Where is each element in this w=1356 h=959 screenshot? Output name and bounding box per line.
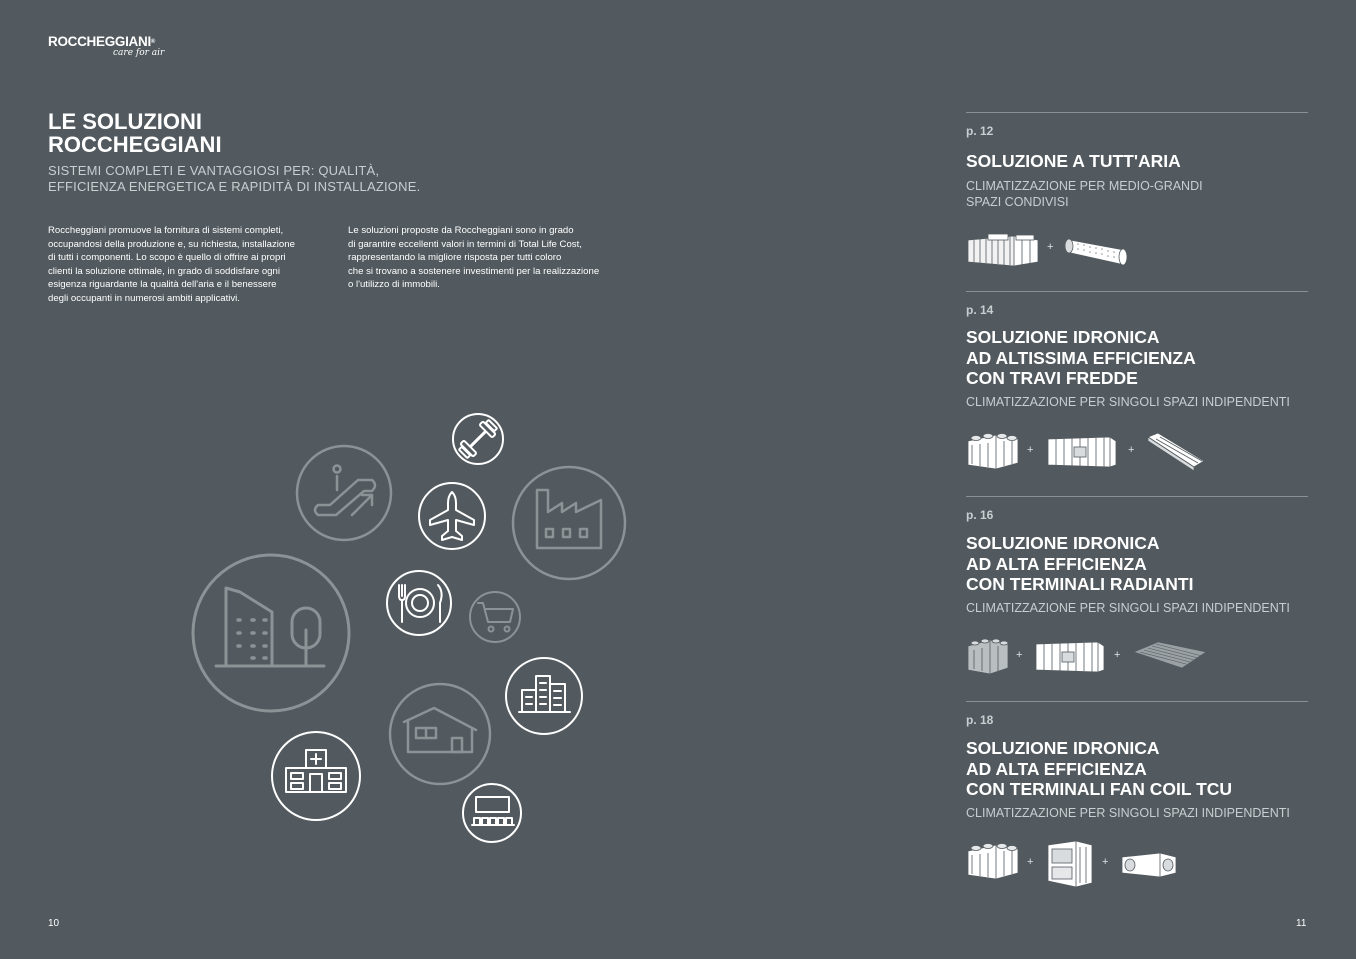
solution-subtitle-line: SPAZI CONDIVISI (966, 195, 1069, 209)
plus-sign: + (1027, 856, 1034, 868)
subtitle-line-1: SISTEMI COMPLETI E VANTAGGIOSI PER: QUALITÀ, (48, 163, 380, 178)
solution-p16 (966, 496, 1308, 700)
solution-page-ref[interactable]: p. 18 (966, 713, 994, 727)
title-line-1: LE SOLUZIONI (48, 109, 202, 134)
air-handling-unit-icon (1046, 433, 1118, 469)
solution-page-ref[interactable]: p. 12 (966, 124, 994, 138)
restaurant-icon (387, 571, 451, 635)
chiller-icon (966, 636, 1010, 676)
solution-subtitle (966, 394, 1290, 410)
air-handling-unit-icon (966, 232, 1040, 266)
city-buildings-icon (506, 658, 582, 734)
solution-products (966, 228, 1308, 278)
solution-title (966, 533, 1193, 595)
office-building-icon (193, 555, 349, 711)
section-divider (966, 496, 1308, 497)
title-line-2: ROCCHEGGIANI (48, 132, 222, 157)
house-icon (390, 684, 490, 784)
section-divider (966, 112, 1308, 113)
section-divider (966, 701, 1308, 702)
radiant-panel-icon (1132, 640, 1208, 670)
section-divider (966, 291, 1308, 292)
plus-sign: + (1102, 856, 1109, 868)
solution-products (966, 632, 1308, 682)
solution-title-line: AD ALTA EFFICIENZA (966, 553, 1147, 574)
brand-name: ROCCHEGGIANI (48, 34, 151, 49)
page-subtitle (48, 163, 508, 195)
intro-paragraph-2: Le soluzioni proposte da Roccheggiani sono in grado di garantire eccellenti valori in termini di Total Life Cost, rappresentando la migliore risposta per tutti coloro che si trovano a sostenere investimenti per la realizzazione o l'utilizzo di immobili. (348, 225, 600, 291)
solution-page-ref[interactable]: p. 16 (966, 508, 994, 522)
solution-title-line: CON TERMINALI FAN COIL TCU (966, 779, 1233, 799)
solution-subtitle (966, 600, 1290, 616)
solution-subtitle (966, 178, 1203, 210)
plus-sign: + (1027, 444, 1034, 456)
solution-subtitle-line: CLIMATIZZAZIONE PER SINGOLI SPAZI INDIPENDENTI (966, 395, 1290, 409)
airplane-icon (419, 483, 485, 549)
solution-title (966, 738, 1232, 800)
solution-title-line: SOLUZIONE IDRONICA (966, 533, 1160, 553)
air-handling-unit-icon (1034, 638, 1106, 674)
plus-sign: + (1114, 649, 1121, 661)
plus-sign: + (1016, 649, 1023, 661)
solution-title-line: AD ALTA EFFICIENZA (966, 758, 1147, 779)
factory-icon (513, 467, 625, 579)
plus-sign: + (1047, 241, 1054, 253)
textile-duct-icon (1064, 232, 1132, 268)
intro-paragraph-1: Roccheggiani promuove la fornitura di sistemi completi, occupandosi della produzione e, su richiesta, installazione di tutti i componenti. Lo scopo è quello di offrire ai propri clienti la soluzione ottimale, in grado di soddisfare ogni esigenza riguardante la qualità dell'aria e il benessere degli occupanti in numerosi ambiti applicativi. (48, 225, 295, 304)
solution-subtitle (966, 805, 1290, 821)
solution-products (966, 837, 1308, 887)
solution-title-line: SOLUZIONE IDRONICA (966, 738, 1160, 758)
chiller-icon (966, 841, 1020, 881)
solution-subtitle-line: CLIMATIZZAZIONE PER MEDIO-GRANDI (966, 179, 1203, 193)
cinema-icon (463, 784, 521, 842)
chilled-beam-icon (1146, 431, 1206, 471)
solution-title-line: SOLUZIONE IDRONICA (966, 327, 1160, 347)
fan-coil-icon (1120, 849, 1178, 877)
brand-logo (48, 34, 183, 64)
solution-title (966, 327, 1196, 389)
chiller-icon (966, 431, 1020, 471)
solution-title-line: SOLUZIONE A TUTT'ARIA (966, 151, 1181, 171)
plus-sign: + (1128, 444, 1135, 456)
registered-mark: ® (150, 39, 156, 45)
solution-p18 (966, 701, 1308, 901)
solution-title-line: CON TRAVI FREDDE (966, 368, 1138, 388)
page-number-right: 11 (1296, 918, 1307, 929)
gym-icon (453, 414, 503, 464)
solution-title-line: AD ALTISSIMA EFFICIENZA (966, 347, 1196, 368)
solution-products (966, 427, 1308, 477)
application-icons-cluster (180, 405, 640, 855)
subtitle-line-2: EFFICIENZA ENERGETICA E RAPIDITÀ DI INSTALLAZIONE. (48, 179, 421, 194)
shopping-cart-icon (470, 592, 520, 642)
solution-title (966, 151, 1181, 172)
hospital-icon (272, 732, 360, 820)
air-handling-unit-icon (1046, 837, 1094, 887)
solution-subtitle-line: CLIMATIZZAZIONE PER SINGOLI SPAZI INDIPENDENTI (966, 601, 1290, 615)
page-title (48, 110, 448, 156)
solution-p14 (966, 291, 1308, 495)
brand-tagline: care for air (113, 48, 165, 58)
solution-title-line: CON TERMINALI RADIANTI (966, 574, 1194, 594)
escalator-icon (297, 446, 391, 540)
solution-page-ref[interactable]: p. 14 (966, 303, 994, 317)
page-number-left: 10 (48, 918, 60, 929)
solution-p12 (966, 112, 1308, 288)
solution-subtitle-line: CLIMATIZZAZIONE PER SINGOLI SPAZI INDIPENDENTI (966, 806, 1290, 820)
